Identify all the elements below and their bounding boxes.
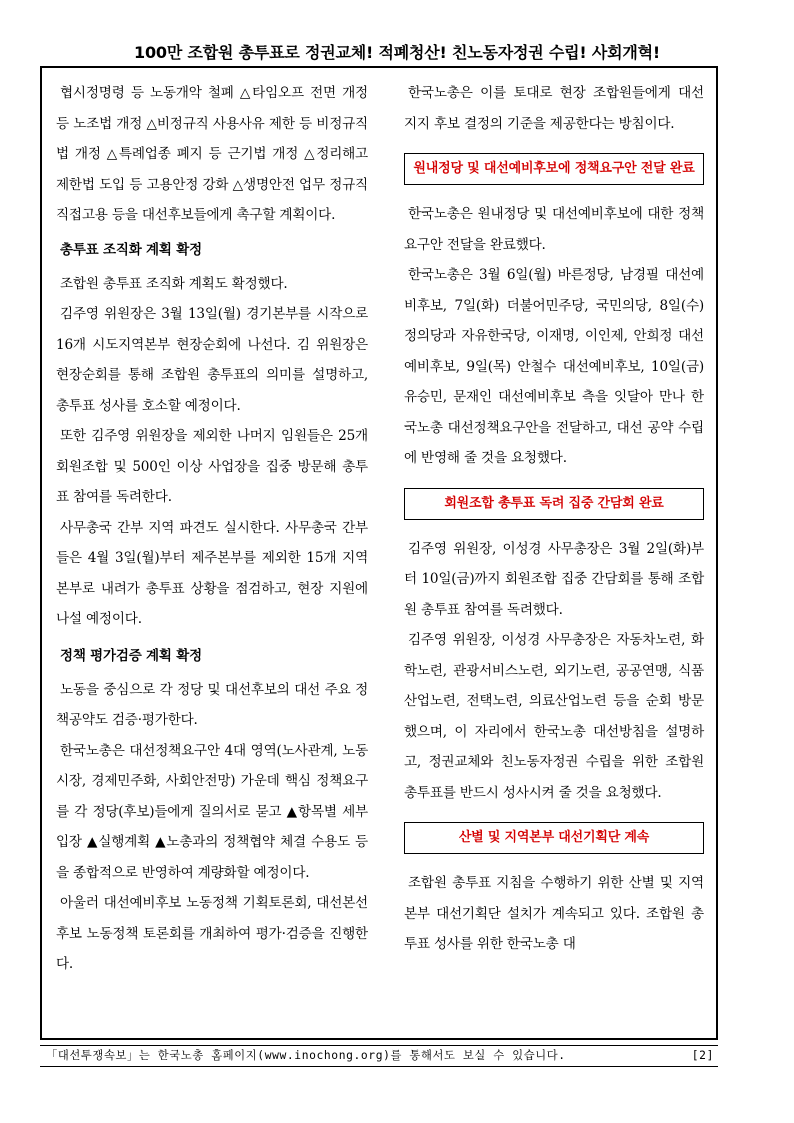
paragraph: 한국노총은 원내정당 및 대선예비후보에 대한 정책요구안 전달을 완료했다. — [404, 206, 704, 253]
boxed-heading-union-meetings: 회원조합 총투표 독려 집중 간담회 완료 — [404, 488, 704, 520]
paragraph: 한국노총은 3월 6일(월) 바른정당, 남경필 대선예비후보, 7일(화) 더불어민주당, 국민의당, 8일(수) 정의당과 자유한국당, 이재명, 이인제, 안희정 대선예비후보, 9일(목) 안철수 대선예비후보, 10일(금) 유승민, 문재인 대선예비후보 측을 잇달아 만나 한국노총 대선정책요구안을 전달하고, 대선 공약 수립에 반영해 줄 것을 요청했다. — [404, 267, 704, 466]
footer-text: 「대선투쟁속보」는 한국노총 홈페이지(www.inochong.org)를 통해서도 보실 수 있습니다. — [46, 1049, 566, 1062]
paragraph: 협시정명령 등 노동개악 철폐 △타임오프 전면 개정 등 노조법 개정 △비정규직 사용사유 제한 등 비정규직법 개정 △특례업종 폐지 등 근기법 개정 △정리해고 제한법 도입 등 고용안정 강화 △생명안전 업무 정규직 직접고용 등을 대선후보들에게 촉구할 계획이다. — [56, 85, 368, 223]
paragraph: 한국노총은 이를 토대로 현장 조합원들에게 대선 지지 후보 결정의 기준을 제공한다는 방침이다. — [404, 85, 704, 132]
page-header-title: 100만 조합원 총투표로 정권교체! 적폐청산! 친노동자정권 수립! 사회개혁! — [134, 43, 660, 62]
paragraph: 노동을 중심으로 각 정당 및 대선후보의 대선 주요 정책공약도 검증·평가한다. — [56, 681, 368, 728]
paragraph: 조합원 총투표 조직화 계획도 확정했다. — [60, 275, 288, 292]
paragraph: 아울러 대선예비후보 노동정책 기획토론회, 대선본선후보 노동정책 토론회를 개최하여 평가·검증을 진행한다. — [56, 895, 368, 972]
paragraph: 김주영 위원장, 이성경 사무총장은 3월 2일(화)부터 10일(금)까지 회원조합 집중 간담회를 통해 조합원 총투표 참여를 독려했다. — [404, 540, 704, 618]
paragraph: 김주영 위원장은 3월 13일(월) 경기본부를 시작으로 16개 시도지역본부 현장순회에 나선다. 김 위원장은 현장순회를 통해 조합원 총투표의 의미를 설명하고, 총투표 성사를 호소할 예정이다. — [56, 306, 368, 414]
paragraph: 김주영 위원장, 이성경 사무총장은 자동차노련, 화학노련, 관광서비스노련, 외기노련, 공공연맹, 식품산업노련, 전택노련, 의료산업노련 등을 순회 방문했으며, 이 자리에서 한국노총 대선방침을 설명하고, 정권교체와 친노동자정권 수립을 위한 조합원 총투표를 반드시 성사시켜 줄 것을 요청했다. — [404, 632, 704, 801]
paragraph: 또한 김주영 위원장을 제외한 나머지 임원들은 25개 회원조합 및 500인 이상 사업장을 집중 방문해 총투표 참여를 독려한다. — [56, 428, 368, 505]
right-column — [404, 78, 704, 960]
paragraph: 조합원 총투표 지침을 수행하기 위한 산별 및 지역본부 대선기획단 설치가 계속되고 있다. 조합원 총투표 성사를 위한 한국노총 대 — [404, 875, 704, 952]
section-heading-policy-review: 정책 평가검증 계획 확정 — [60, 647, 202, 664]
paragraph: 사무총국 간부 지역 파견도 실시한다. 사무총국 간부들은 4월 3일(월)부터 제주본부를 제외한 15개 지역본부로 내려가 총투표 상황을 점검하고, 현장 지원에 나설 예정이다. — [56, 519, 368, 627]
section-heading-vote-organizing: 총투표 조직화 계획 확정 — [60, 241, 202, 258]
paragraph: 한국노총은 대선정책요구안 4대 영역(노사관계, 노동시장, 경제민주화, 사회안전망) 가운데 핵심 정책요구를 각 정당(후보)들에게 질의서로 묻고 ▲항목별 세부 입장 ▲실행계획 ▲노총과의 정책협약 체결 수용도 등을 종합적으로 반영하여 계량화할 예정이다. — [56, 742, 368, 881]
boxed-heading-planning-groups: 산별 및 지역본부 대선기획단 계속 — [404, 822, 704, 854]
left-column — [56, 78, 368, 980]
page-number: [2] — [691, 1049, 714, 1062]
page-footer — [40, 1045, 718, 1067]
boxed-heading-policy-delivery: 원내정당 및 대선예비후보에 정책요구안 전달 완료 — [404, 153, 704, 185]
article-frame — [40, 66, 718, 1040]
